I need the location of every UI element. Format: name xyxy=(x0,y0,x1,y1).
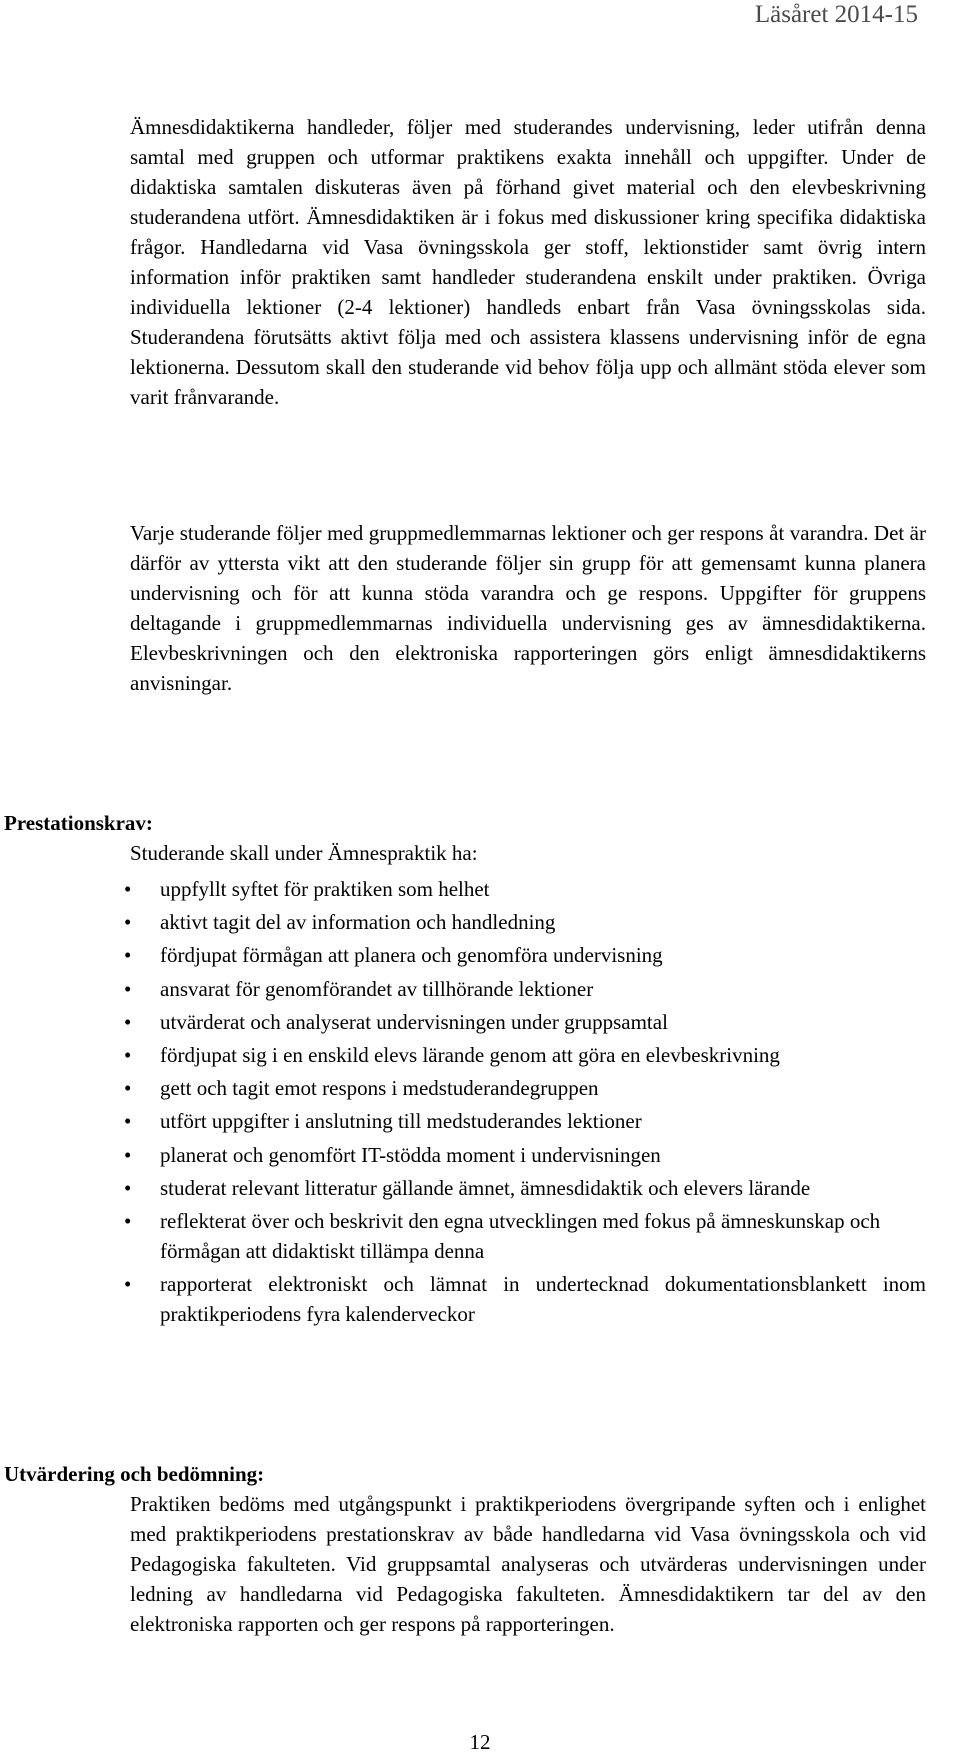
bullet-icon: • xyxy=(124,877,132,901)
page-number: 12 xyxy=(469,1730,491,1754)
list-item xyxy=(120,1269,926,1329)
list-item xyxy=(120,1007,926,1037)
requirements-heading: Prestationskrav: xyxy=(4,811,153,835)
paragraph-text: Varje studerande följer med gruppmedlemmarnas lektioner och ger respons åt varandra. Det är därför av yttersta vikt att den studerande följer sin grupp för att gemensamt kunna planera undervisning och för att kunna stöda varandra och ge respons. Uppgifter för gruppens deltagande i gruppmedlemmarnas individuella undervisning ges av ämnesdidaktikerna. Elevbeskrivningen och den elektroniska rapporteringen görs enligt ämnesdidaktikerns anvisningar. xyxy=(130,521,926,695)
list-item xyxy=(120,1206,926,1266)
page-header: Läsåret 2014-15 xyxy=(754,1,918,28)
list-item xyxy=(120,907,926,937)
requirements-list xyxy=(120,874,926,1332)
list-item-text: gett och tagit emot respons i medstuderandegruppen xyxy=(160,1076,599,1101)
list-item-text: fördjupat förmågan att planera och genomföra undervisning xyxy=(160,943,663,968)
list-item-text: uppfyllt syftet för praktiken som helhet xyxy=(160,877,490,901)
list-item xyxy=(120,874,926,904)
bullet-icon: • xyxy=(124,1109,132,1134)
bullet-icon: • xyxy=(124,1042,132,1067)
list-item xyxy=(120,1040,926,1070)
bullet-icon: • xyxy=(124,1076,132,1101)
list-item-text: rapporterat elektroniskt och lämnat in undertecknad dokumentationsblankett inom praktikperiodens fyra kalenderveckor xyxy=(160,1272,926,1327)
list-item-text: planerat och genomfört IT-stödda moment i undervisningen xyxy=(160,1142,661,1167)
bullet-icon: • xyxy=(124,1009,132,1034)
bullet-icon: • xyxy=(124,910,132,935)
list-item-text: utvärderat och analyserat undervisningen under gruppsamtal xyxy=(160,1009,668,1034)
list-item-text: utfört uppgifter i anslutning till medstuderandes lektioner xyxy=(160,1109,642,1134)
list-item xyxy=(120,940,926,970)
bullet-icon: • xyxy=(124,943,132,968)
list-item xyxy=(120,1073,926,1103)
paragraph-text: Ämnesdidaktikerna handleder, följer med studerandes undervisning, leder utifrån denna samtal med gruppen och utformar praktikens exakta innehåll och uppgifter. Under de didaktiska samtalen diskuteras även på förhand givet material och den elevbeskrivning studerandena utfört. Ämnesdidaktiken är i fokus med diskussioner kring specifika didaktiska frågor. Handledarna vid Vasa övningsskola ger stoff, lektionstider samt övrig intern information inför praktiken samt handleder studerandena enskilt under praktiken. Övriga individuella lektioner (2-4 lektioner) handleds enbart från Vasa övningsskolas sida. Studerandena förutsätts aktivt följa med och assistera klassens undervisning inför de egna lektionerna. Dessutom skall den studerande vid behov följa upp och allmänt stöda elever som varit frånvarande. xyxy=(130,115,926,409)
bullet-icon: • xyxy=(124,1272,132,1297)
list-item-text: ansvarat för genomförandet av tillhörande lektioner xyxy=(160,976,594,1001)
list-item-text: aktivt tagit del av information och handledning xyxy=(160,910,556,935)
list-item-text: studerat relevant litteratur gällande ämnet, ämnesdidaktik och elevers lärande xyxy=(160,1175,811,1200)
list-item xyxy=(120,1140,926,1170)
requirements-intro: Studerande skall under Ämnespraktik ha: xyxy=(130,841,478,865)
list-item-text: fördjupat sig i en enskild elevs lärande genom att göra en elevbeskrivning xyxy=(160,1042,780,1067)
list-item-text: reflekterat över och beskrivit den egna utvecklingen med fokus på ämneskunskap och förmågan att didaktiskt tillämpa denna xyxy=(160,1208,881,1263)
bullet-icon: • xyxy=(124,1175,132,1200)
bullet-icon: • xyxy=(124,976,132,1001)
list-item xyxy=(120,1173,926,1203)
bullet-icon: • xyxy=(124,1142,132,1167)
list-item xyxy=(120,974,926,1004)
list-item xyxy=(120,1106,926,1136)
evaluation-text: Praktiken bedöms med utgångspunkt i praktikperiodens övergripande syften och i enlighet med praktikperiodens prestationskrav av både handledarna vid Vasa övningsskola och vid Pedagogiska fakulteten. Vid gruppsamtal analyseras och utvärderas undervisningen under ledning av handledarna vid Pedagogiska fakulteten. Ämnesdidaktikern tar del av den elektroniska rapporten och ger respons på rapporteringen. xyxy=(130,1492,926,1636)
paragraph-group-work xyxy=(130,518,926,698)
evaluation-heading: Utvärdering och bedömning: xyxy=(4,1462,265,1486)
paragraph-supervision xyxy=(130,112,926,412)
bullet-icon: • xyxy=(124,1208,132,1233)
